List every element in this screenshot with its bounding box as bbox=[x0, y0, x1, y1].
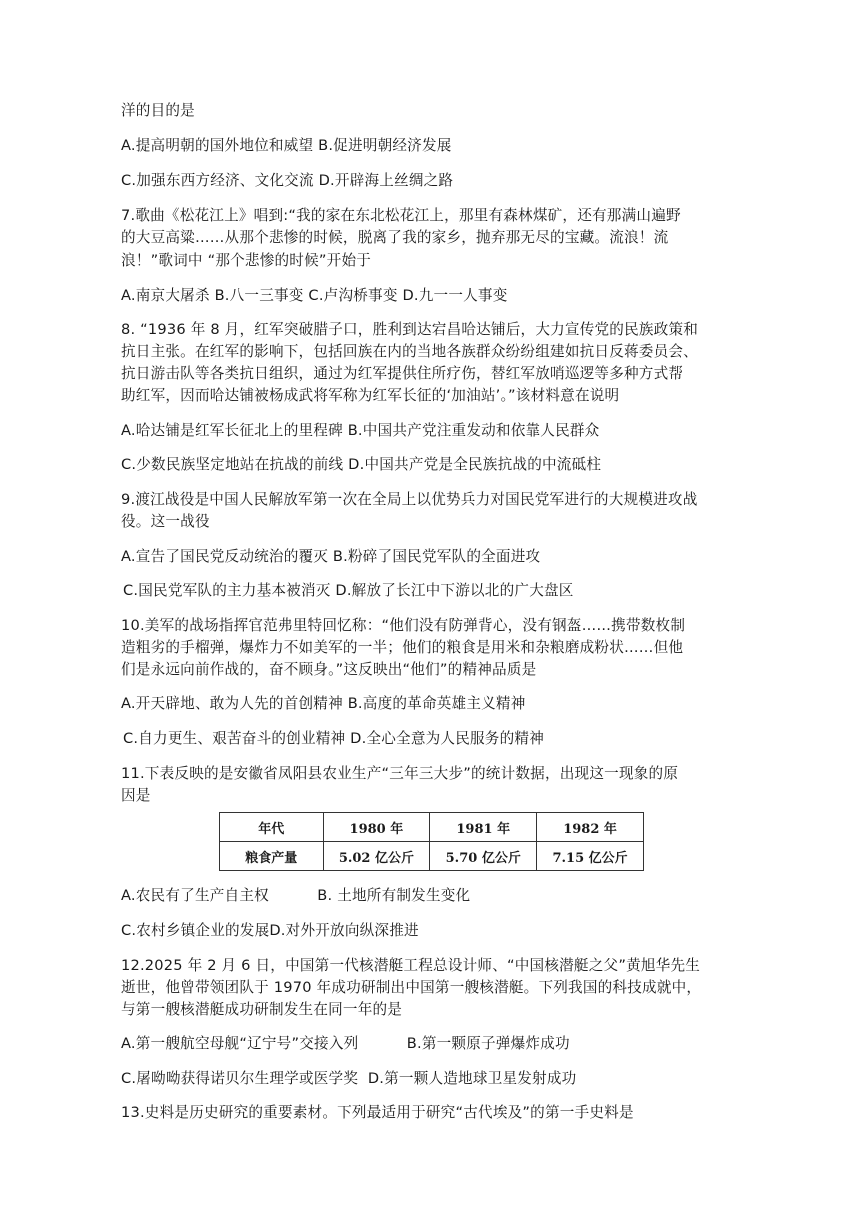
text-line: 洋的目的是 bbox=[121, 102, 195, 119]
question-line: 9.渡江战役是中国人民解放军第一次在全局上以优势兵力对国民党军进行的大规模进攻战 bbox=[121, 491, 698, 508]
question-line: 13.史料是历史研究的重要素材。下列最适用于研究“古代埃及”的第一手史料是 bbox=[121, 1104, 634, 1121]
question-line: 的大豆高粱……从那个悲惨的时候，脱离了我的家乡，抛弃那无尽的宝藏。流浪！流 bbox=[121, 229, 669, 246]
question-line: 11.下表反映的是安徽省凤阳县农业生产“三年三大步”的统计数据，出现这一现象的原 bbox=[121, 765, 679, 782]
option-line: A.提高明朝的国外地位和威望 B.促进明朝经济发展 bbox=[121, 137, 452, 154]
option-line: A.开天辟地、敢为人先的首创精神 B.高度的革命英雄主义精神 bbox=[121, 695, 526, 712]
option-line: C.自力更生、艰苦奋斗的创业精神 D.全心全意为人民服务的精神 bbox=[123, 730, 544, 747]
table-cell: 7.15 亿公斤 bbox=[537, 842, 644, 871]
question-line: 助红军，因而哈达铺被杨成武将军称为红军长征的‘加油站’。”该材料意在说明 bbox=[121, 387, 620, 404]
question-line: 造粗劣的手榴弹，爆炸力不如美军的一半；他们的粮食是用米和杂粮磨成粉状……但他 bbox=[121, 639, 684, 656]
option-line: C.少数民族坚定地站在抗战的前线 D.中国共产党是全民族抗战的中流砥柱 bbox=[121, 456, 602, 473]
question-line: 役。这一战役 bbox=[121, 513, 210, 530]
option-line: C.农村乡镇企业的发展D.对外开放向纵深推进 bbox=[121, 922, 419, 939]
option-line: C.国民党军队的主力基本被消灭 D.解放了长江中下游以北的广大盘区 bbox=[123, 582, 574, 599]
option-line: C.屠呦呦获得诺贝尔生理学或医学奖 D.第一颗人造地球卫星发射成功 bbox=[121, 1070, 577, 1087]
table-row bbox=[220, 813, 644, 842]
table-header-cell: 1981 年 bbox=[430, 813, 537, 842]
table-cell: 5.02 亿公斤 bbox=[323, 842, 430, 871]
question-line: 抗日游击队等各类抗日组织，通过为红军提供住所疗伤，替红军放哨巡逻等多种方式帮 bbox=[121, 365, 684, 382]
question-line: 8. “1936 年 8 月，红军突破腊子口，胜利到达宕昌哈达铺后，大力宣传党的民族政策和 bbox=[121, 321, 699, 338]
table-cell: 粮食产量 bbox=[220, 842, 324, 871]
question-line: 10.美军的战场指挥官范弗里特回忆称：“他们没有防弹背心，没有钢盔……携带数枚制 bbox=[121, 617, 686, 634]
option-line: A.宣告了国民党反动统治的覆灭 B.粉碎了国民党军队的全面进攻 bbox=[121, 548, 541, 565]
grain-output-table bbox=[219, 812, 644, 871]
question-line: 与第一艘核潜艇成功研制发生在同一年的是 bbox=[121, 1001, 403, 1018]
table-header-cell: 1980 年 bbox=[323, 813, 430, 842]
question-line: 抗日主张。在红军的影响下，包括回族在内的当地各族群众纷纷组建如抗日反蒋委员会、 bbox=[121, 343, 698, 360]
table-cell: 5.70 亿公斤 bbox=[430, 842, 537, 871]
question-line: 逝世，他曾带领团队于 1970 年成功研制出中国第一艘核潜艇。下列我国的科技成就中， bbox=[121, 979, 702, 996]
option-line: A.农民有了生产自主权 B. 土地所有制发生变化 bbox=[121, 887, 471, 904]
option-line: A.哈达铺是红军长征北上的里程碑 B.中国共产党注重发动和依靠人民群众 bbox=[121, 422, 600, 439]
option-line: C.加强东西方经济、文化交流 D.开辟海上丝绸之路 bbox=[121, 172, 454, 189]
question-line: 7.歌曲《松花江上》唱到:“我的家在东北松花江上，那里有森林煤矿，还有那满山遍野 bbox=[121, 207, 681, 224]
question-line: 们是永远向前作战的，奋不顾身。”这反映出“他们”的精神品质是 bbox=[121, 661, 537, 678]
table-header-cell: 年代 bbox=[220, 813, 324, 842]
table-row bbox=[220, 842, 644, 871]
option-line: A.南京大屠杀 B.八一三事变 C.卢沟桥事变 D.九一一人事变 bbox=[121, 287, 508, 304]
option-line: A.第一艘航空母舰“辽宁号”交接入列 B.第一颗原子弹爆炸成功 bbox=[121, 1035, 570, 1052]
question-line: 浪！”歌词中 “那个悲惨的时候”开始于 bbox=[121, 252, 372, 269]
question-line: 因是 bbox=[121, 787, 151, 804]
question-line: 12.2025 年 2 月 6 日，中国第一代核潜艇工程总设计师、“中国核潜艇之父”黄旭华先生 bbox=[121, 957, 701, 974]
table-header-cell: 1982 年 bbox=[537, 813, 644, 842]
